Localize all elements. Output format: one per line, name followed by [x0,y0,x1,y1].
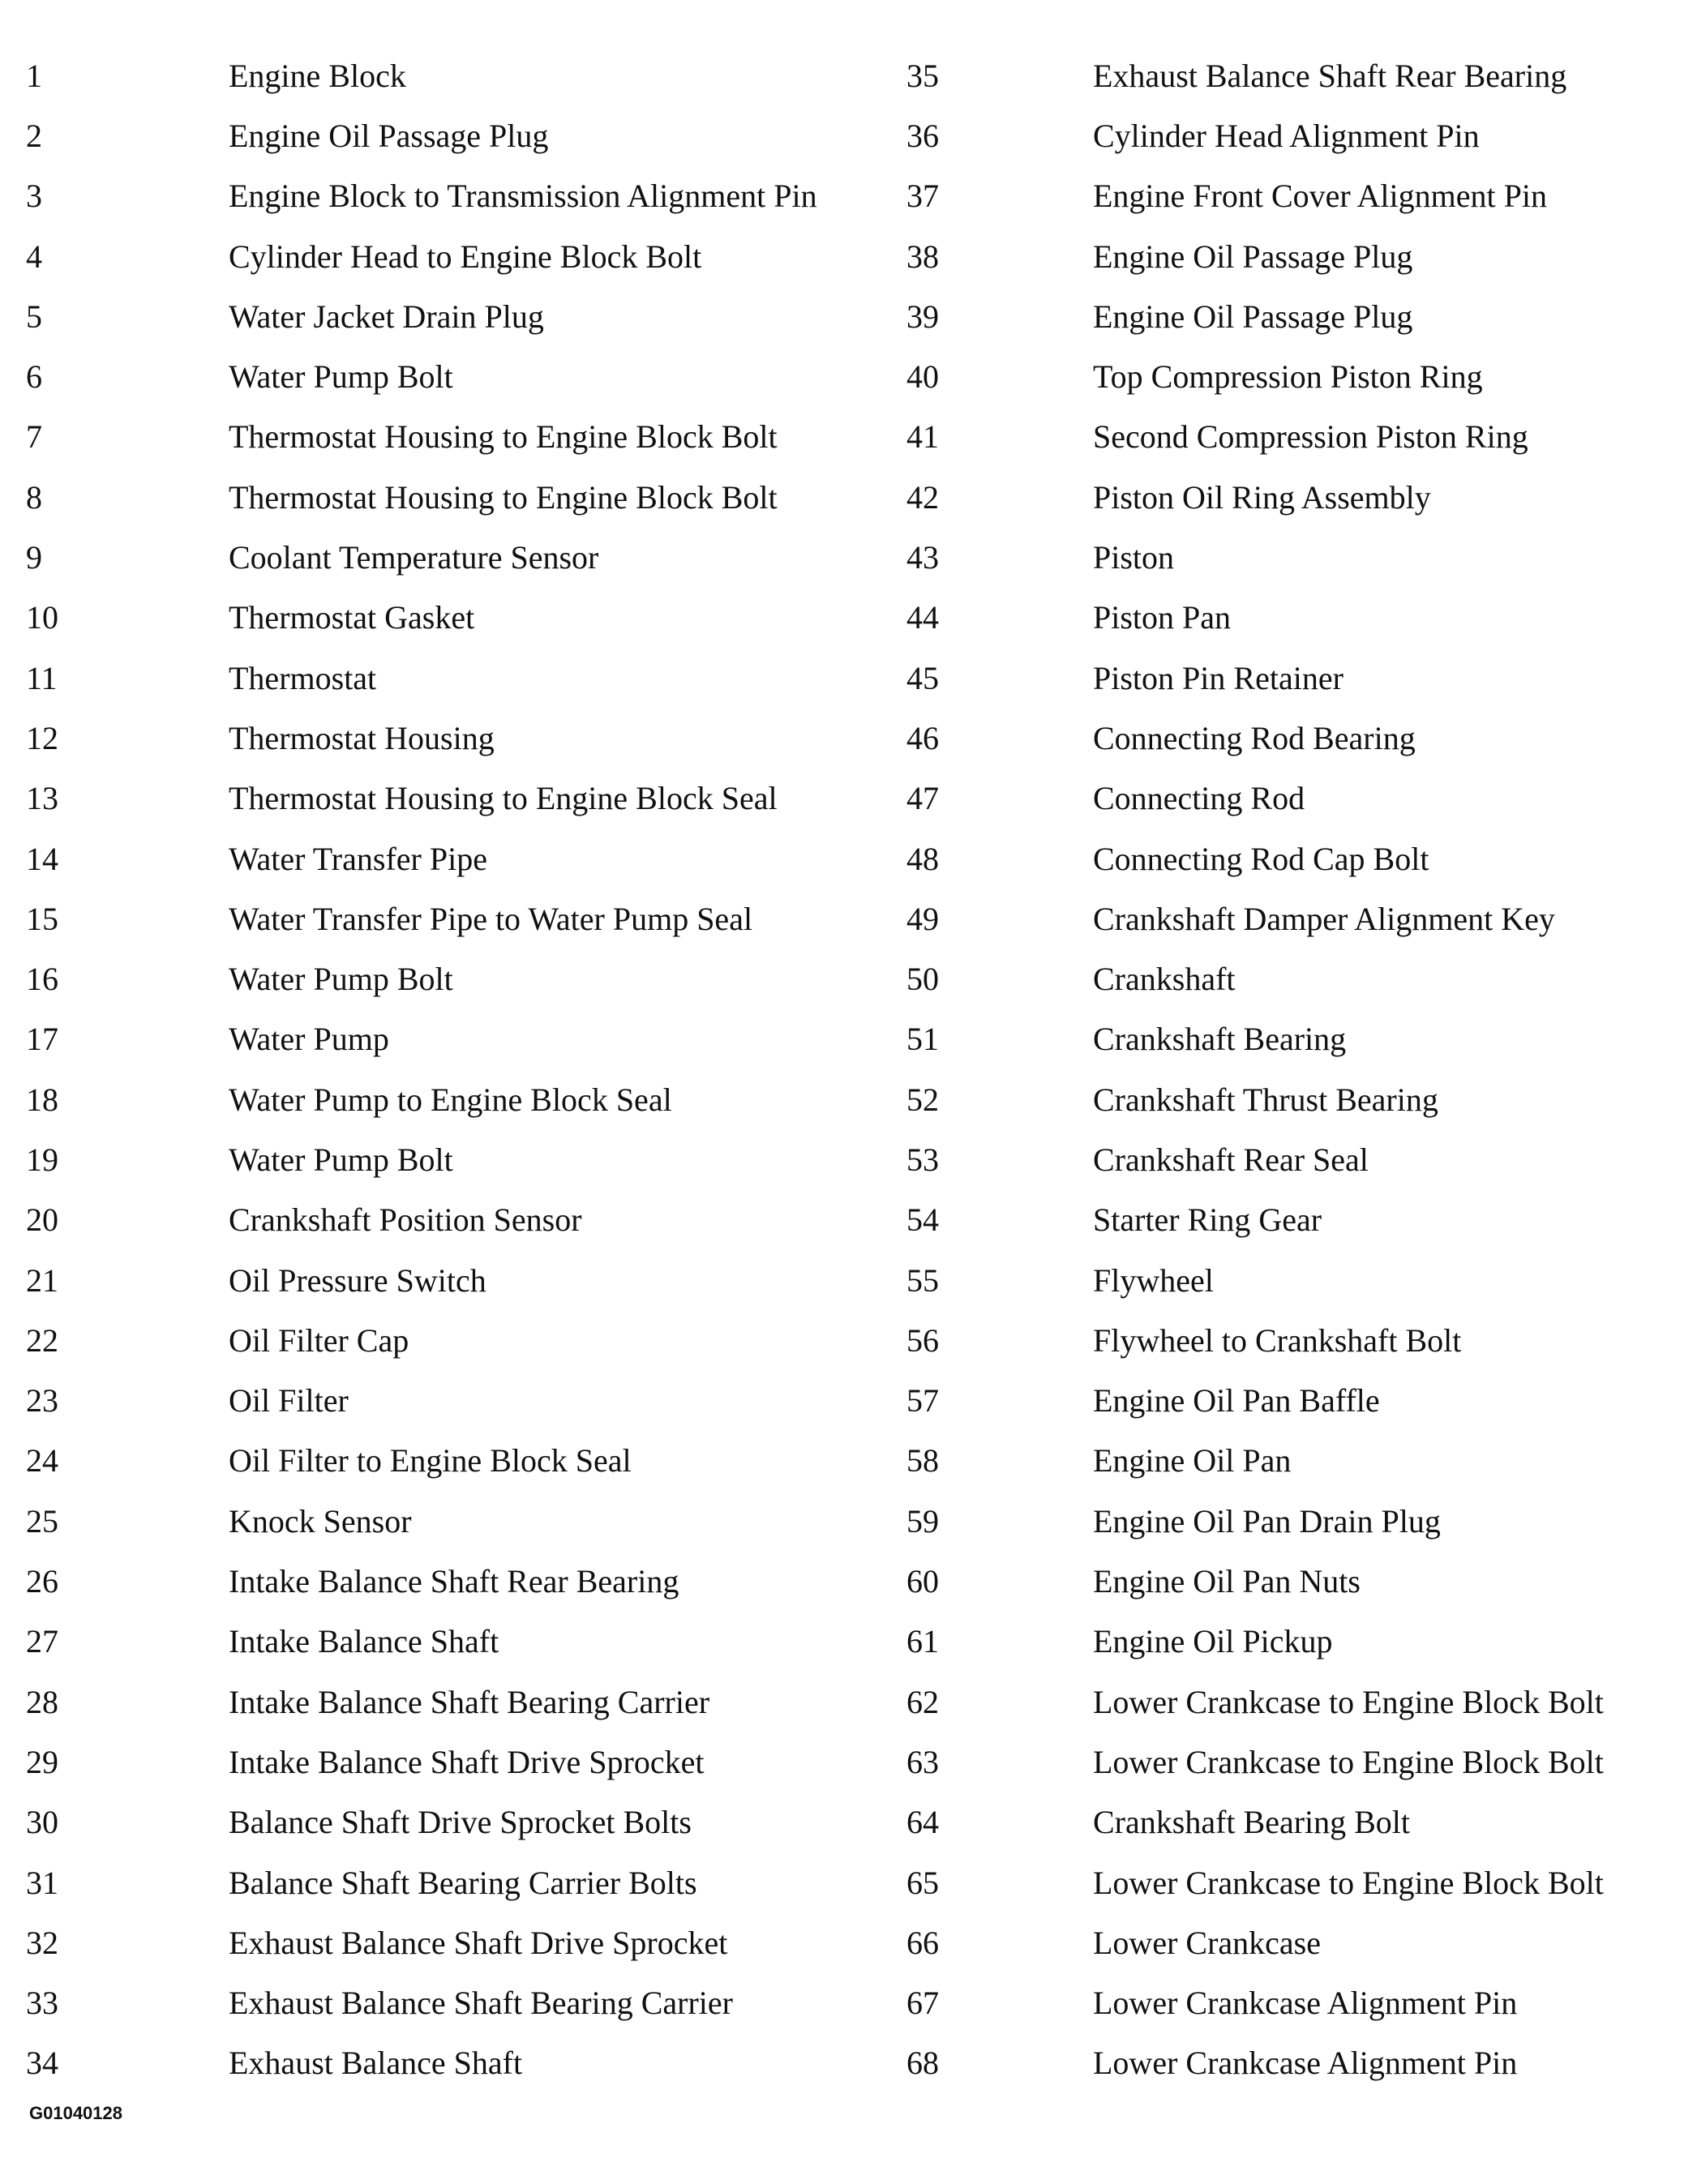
part-label: Cylinder Head to Engine Block Bolt [229,238,702,275]
part-number: 47 [906,780,939,817]
part-number: 2 [26,117,42,154]
part-number: 54 [906,1201,939,1239]
legend-row [26,829,817,889]
part-label: Piston Pin Retainer [1093,659,1343,696]
legend-row [906,407,1604,467]
part-number: 18 [26,1081,58,1118]
part-label: Engine Block [229,57,406,94]
part-label: Water Jacket Drain Plug [229,298,544,335]
part-number: 5 [26,298,42,335]
part-label: Engine Oil Passage Plug [1093,238,1413,275]
legend-row [906,1612,1604,1672]
part-number: 34 [26,2045,58,2082]
part-number: 6 [26,358,42,396]
part-number: 26 [26,1563,58,1600]
legend-row [906,1371,1604,1431]
part-number: 33 [26,1985,58,2022]
part-number: 40 [906,358,939,396]
part-label: Piston Pan [1093,599,1232,636]
legend-row [906,1190,1604,1250]
part-number: 42 [906,478,939,516]
legend-row [906,829,1604,889]
legend-row [906,1491,1604,1551]
part-number: 50 [906,961,939,998]
part-number: 20 [26,1201,58,1239]
legend-row [26,1912,817,1972]
legend-row [26,1431,817,1491]
part-label: Oil Filter to Engine Block Seal [229,1442,632,1480]
part-label: Piston [1093,539,1175,576]
part-number: 13 [26,780,58,817]
part-label: Engine Oil Passage Plug [229,117,549,154]
legend-row [906,1009,1604,1069]
legend-row [906,1069,1604,1129]
part-label: Water Pump Bolt [229,961,453,998]
part-label: Cylinder Head Alignment Pin [1093,117,1480,154]
part-number: 16 [26,961,58,998]
part-label: Crankshaft [1093,961,1236,998]
part-label: Thermostat Housing to Engine Block Bolt [229,478,778,516]
legend-row [906,527,1604,587]
part-number: 24 [26,1442,58,1480]
part-label: Thermostat Gasket [229,599,475,636]
part-number: 65 [906,1864,939,1901]
part-number: 55 [906,1261,939,1299]
part-label: Engine Oil Pickup [1093,1623,1333,1660]
part-number: 3 [26,178,42,215]
part-number: 62 [906,1683,939,1720]
part-number: 61 [906,1623,939,1660]
part-label: Crankshaft Rear Seal [1093,1141,1369,1178]
part-label: Oil Filter [229,1382,349,1420]
legend-row [26,889,817,949]
legend-row [906,1310,1604,1370]
legend-row [26,1612,817,1672]
legend-row [906,1852,1604,1912]
part-number: 51 [906,1021,939,1058]
part-label: Engine Oil Pan Baffle [1093,1382,1380,1420]
part-number: 10 [26,599,58,636]
part-label: Intake Balance Shaft Bearing Carrier [229,1683,710,1720]
legend-row [26,708,817,768]
legend-row [906,286,1604,346]
legend-row [26,1792,817,1852]
legend-row [906,166,1604,226]
part-label: Engine Oil Passage Plug [1093,298,1413,335]
legend-row [26,527,817,587]
legend-row [26,1551,817,1611]
legend-row [26,1672,817,1732]
legend-row [906,708,1604,768]
legend-row [26,2033,817,2093]
legend-row [906,346,1604,406]
part-number: 43 [906,539,939,576]
part-number: 56 [906,1321,939,1359]
part-number: 25 [26,1502,58,1540]
part-number: 15 [26,900,58,937]
part-number: 45 [906,659,939,696]
part-label: Thermostat Housing to Engine Block Seal [229,780,778,817]
legend-row [906,889,1604,949]
part-number: 22 [26,1321,58,1359]
part-label: Water Pump to Engine Block Seal [229,1081,672,1118]
part-number: 17 [26,1021,58,1058]
part-label: Intake Balance Shaft [229,1623,499,1660]
part-label: Crankshaft Bearing Bolt [1093,1804,1411,1841]
part-label: Engine Block to Transmission Alignment Pin [229,178,817,215]
part-number: 1 [26,57,42,94]
part-number: 11 [26,659,58,696]
part-label: Thermostat Housing to Engine Block Bolt [229,418,778,456]
part-number: 59 [906,1502,939,1540]
part-label: Lower Crankcase Alignment Pin [1093,1985,1518,2022]
legend-row [26,1732,817,1792]
legend-row [906,105,1604,165]
legend-row [26,1973,817,2033]
part-number: 29 [26,1743,58,1780]
part-number: 46 [906,719,939,756]
legend-row [26,1310,817,1370]
legend-row [26,1491,817,1551]
part-label: Exhaust Balance Shaft Bearing Carrier [229,1985,733,2022]
part-number: 53 [906,1141,939,1178]
part-label: Oil Pressure Switch [229,1261,486,1299]
part-label: Lower Crankcase to Engine Block Bolt [1093,1864,1604,1901]
legend-row [906,1792,1604,1852]
part-label: Second Compression Piston Ring [1093,418,1528,456]
legend-row [26,346,817,406]
legend-row [26,407,817,467]
legend-row [906,2033,1604,2093]
part-label: Lower Crankcase Alignment Pin [1093,2045,1518,2082]
part-label: Exhaust Balance Shaft [229,2045,523,2082]
part-label: Exhaust Balance Shaft Drive Sprocket [229,1924,728,1961]
legend-row [26,467,817,527]
legend-row [26,105,817,165]
part-number: 39 [906,298,939,335]
part-label: Intake Balance Shaft Rear Bearing [229,1563,679,1600]
legend-row [906,648,1604,708]
legend-row [26,1009,817,1069]
part-number: 31 [26,1864,58,1901]
legend-row [26,1250,817,1310]
legend-row [26,1069,817,1129]
legend-row [26,588,817,648]
part-number: 30 [26,1804,58,1841]
part-number: 23 [26,1382,58,1420]
part-number: 32 [26,1924,58,1961]
part-label: Top Compression Piston Ring [1093,358,1483,396]
part-number: 63 [906,1743,939,1780]
part-label: Water Pump Bolt [229,1141,453,1178]
part-label: Crankshaft Position Sensor [229,1201,582,1239]
part-label: Water Transfer Pipe [229,840,487,877]
part-label: Water Pump [229,1021,389,1058]
part-label: Starter Ring Gear [1093,1201,1322,1239]
legend-row [906,1973,1604,2033]
legend-column-right [906,45,1604,2093]
part-label: Oil Filter Cap [229,1321,409,1359]
part-number: 57 [906,1382,939,1420]
part-label: Water Transfer Pipe to Water Pump Seal [229,900,753,937]
legend-row [26,648,817,708]
legend-row [906,769,1604,829]
legend-row [26,769,817,829]
part-number: 49 [906,900,939,937]
legend-row [906,1250,1604,1310]
legend-row [906,467,1604,527]
part-number: 44 [906,599,939,636]
legend-row [26,1190,817,1250]
part-label: Connecting Rod Cap Bolt [1093,840,1429,877]
legend-row [906,1912,1604,1972]
legend-row [906,1551,1604,1611]
legend-row [906,1732,1604,1792]
part-label: Lower Crankcase to Engine Block Bolt [1093,1683,1604,1720]
legend-row [26,166,817,226]
part-number: 66 [906,1924,939,1961]
part-number: 4 [26,238,42,275]
part-label: Connecting Rod [1093,780,1305,817]
legend-row [26,45,817,105]
legend-row [26,1371,817,1431]
part-number: 19 [26,1141,58,1178]
part-label: Engine Oil Pan Drain Plug [1093,1502,1441,1540]
part-number: 12 [26,719,58,756]
legend-row [906,1129,1604,1189]
part-label: Crankshaft Thrust Bearing [1093,1081,1438,1118]
part-number: 21 [26,1261,58,1299]
part-number: 58 [906,1442,939,1480]
legend-row [906,1672,1604,1732]
part-label: Thermostat Housing [229,719,495,756]
legend-row [906,1431,1604,1491]
legend-column-left [26,45,817,2093]
part-label: Crankshaft Damper Alignment Key [1093,900,1555,937]
part-number: 35 [906,57,939,94]
part-label: Knock Sensor [229,1502,412,1540]
part-number: 48 [906,840,939,877]
part-label: Coolant Temperature Sensor [229,539,599,576]
part-label: Intake Balance Shaft Drive Sprocket [229,1743,705,1780]
part-number: 9 [26,539,42,576]
part-label: Connecting Rod Bearing [1093,719,1416,756]
legend-row [26,286,817,346]
part-label: Engine Oil Pan [1093,1442,1292,1480]
legend-row [26,1129,817,1189]
part-label: Piston Oil Ring Assembly [1093,478,1431,516]
part-number: 7 [26,418,42,456]
part-number: 64 [906,1804,939,1841]
part-number: 37 [906,178,939,215]
part-label: Balance Shaft Bearing Carrier Bolts [229,1864,697,1901]
legend-row [906,45,1604,105]
part-label: Thermostat [229,659,377,696]
part-label: Engine Front Cover Alignment Pin [1093,178,1547,215]
legend-row [26,1852,817,1912]
part-number: 68 [906,2045,939,2082]
part-number: 38 [906,238,939,275]
part-number: 67 [906,1985,939,2022]
part-number: 27 [26,1623,58,1660]
legend-row [26,949,817,1008]
legend-row [906,226,1604,286]
part-label: Flywheel [1093,1261,1214,1299]
part-number: 52 [906,1081,939,1118]
part-label: Crankshaft Bearing [1093,1021,1347,1058]
part-label: Water Pump Bolt [229,358,453,396]
legend-row [906,588,1604,648]
figure-code: G01040128 [29,2103,122,2123]
part-number: 14 [26,840,58,877]
part-number: 8 [26,478,42,516]
legend-row [906,949,1604,1008]
part-number: 36 [906,117,939,154]
part-label: Flywheel to Crankshaft Bolt [1093,1321,1462,1359]
part-label: Lower Crankcase [1093,1924,1321,1961]
part-number: 41 [906,418,939,456]
part-label: Lower Crankcase to Engine Block Bolt [1093,1743,1604,1780]
part-number: 60 [906,1563,939,1600]
part-label: Engine Oil Pan Nuts [1093,1563,1361,1600]
part-number: 28 [26,1683,58,1720]
part-label: Exhaust Balance Shaft Rear Bearing [1093,57,1567,94]
part-label: Balance Shaft Drive Sprocket Bolts [229,1804,692,1841]
legend-row [26,226,817,286]
